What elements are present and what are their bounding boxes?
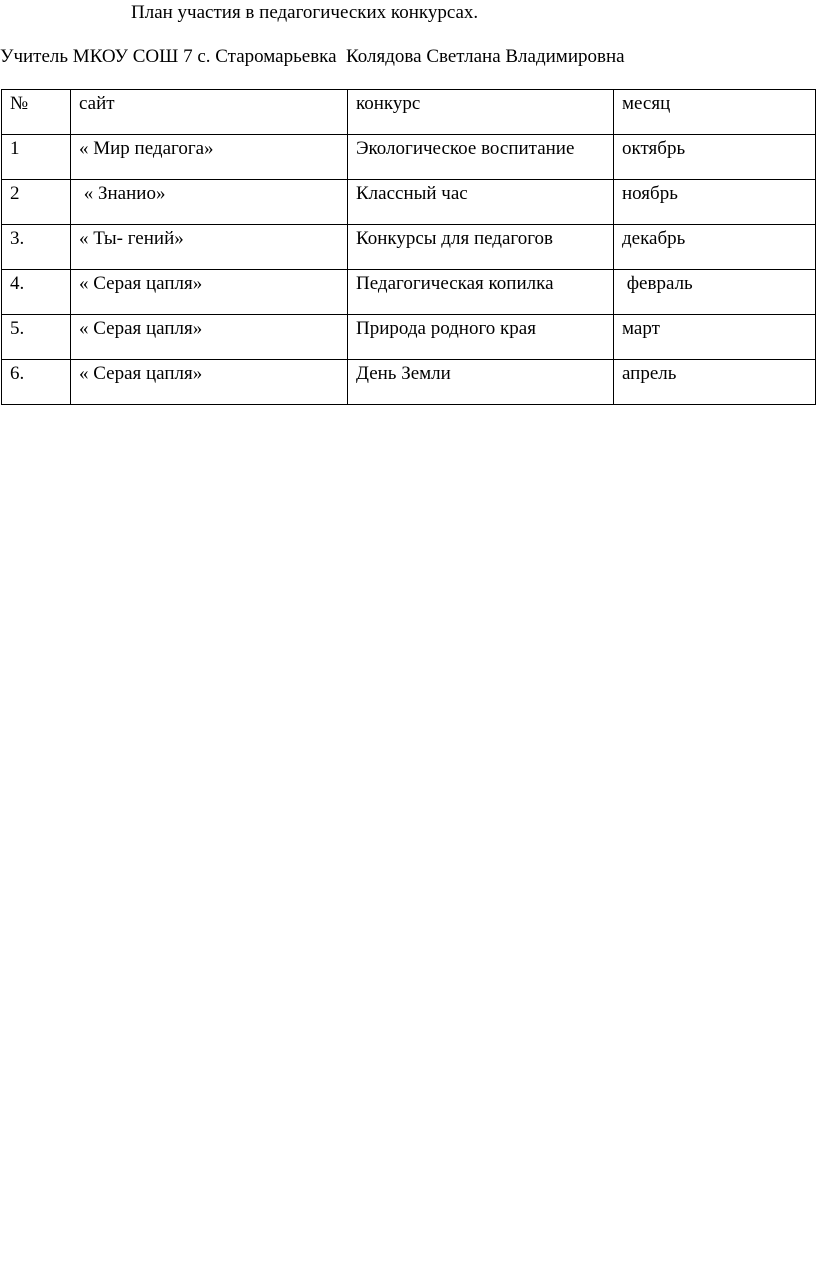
cell-contest: Экологическое воспитание — [348, 135, 614, 180]
cell-month: ноябрь — [614, 180, 816, 225]
cell-number: 3. — [2, 225, 71, 270]
teacher-line: Учитель МКОУ СОШ 7 с. Старомарьевка Колядова Светлана Владимировна — [0, 46, 625, 67]
cell-number: 6. — [2, 360, 71, 405]
cell-number: 1 — [2, 135, 71, 180]
cell-site: « Знанио» — [71, 180, 348, 225]
table-row — [2, 180, 816, 225]
cell-number: 5. — [2, 315, 71, 360]
contest-plan-table — [1, 89, 816, 405]
cell-month: апрель — [614, 360, 816, 405]
document-title: План участия в педагогических конкурсах. — [131, 2, 479, 23]
cell-site: « Серая цапля» — [71, 360, 348, 405]
cell-contest: Конкурсы для педагогов — [348, 225, 614, 270]
table-row — [2, 360, 816, 405]
table-row — [2, 225, 816, 270]
cell-site: « Мир педагога» — [71, 135, 348, 180]
cell-site: « Серая цапля» — [71, 315, 348, 360]
cell-contest: Классный час — [348, 180, 614, 225]
cell-month: март — [614, 315, 816, 360]
table-header-row — [2, 90, 816, 135]
cell-number: 4. — [2, 270, 71, 315]
cell-site: « Ты- гений» — [71, 225, 348, 270]
cell-month: февраль — [614, 270, 816, 315]
table-row — [2, 315, 816, 360]
cell-contest: Природа родного края — [348, 315, 614, 360]
cell-month: декабрь — [614, 225, 816, 270]
cell-contest: День Земли — [348, 360, 614, 405]
header-number: № — [2, 90, 71, 135]
header-site: сайт — [71, 90, 348, 135]
table-row — [2, 270, 816, 315]
cell-number: 2 — [2, 180, 71, 225]
cell-contest: Педагогическая копилка — [348, 270, 614, 315]
header-contest: конкурс — [348, 90, 614, 135]
header-month: месяц — [614, 90, 816, 135]
cell-month: октябрь — [614, 135, 816, 180]
cell-site: « Серая цапля» — [71, 270, 348, 315]
table-row — [2, 135, 816, 180]
